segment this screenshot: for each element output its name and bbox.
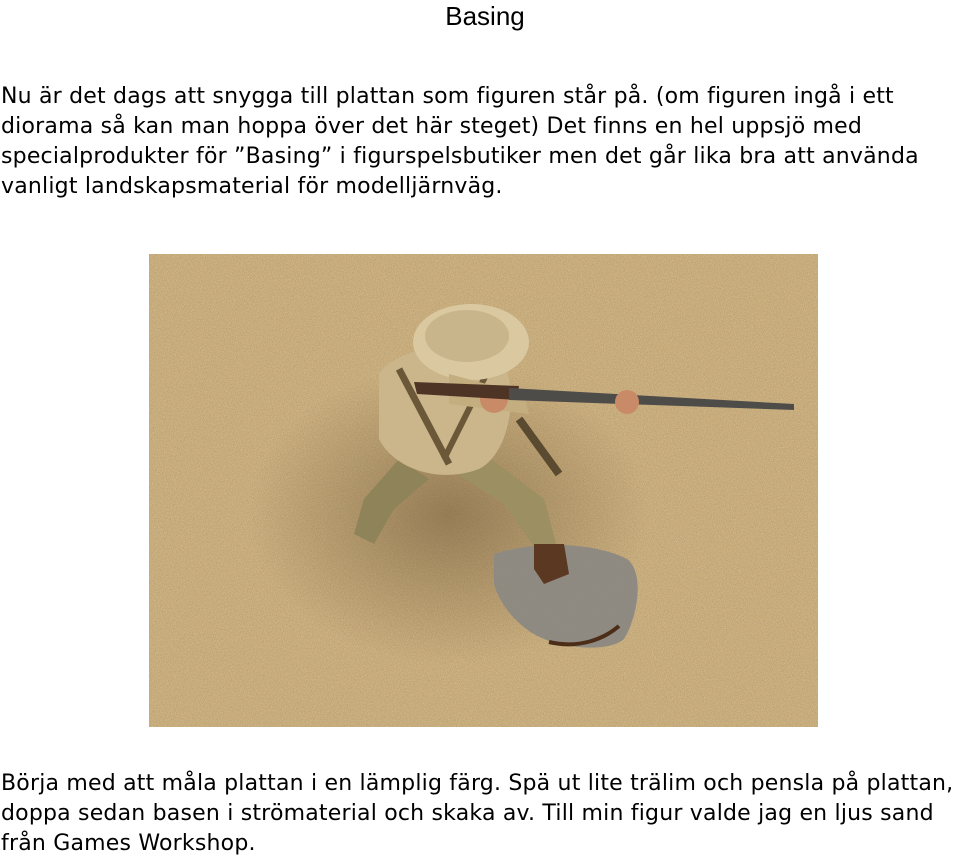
miniature-soldier-photo [149,254,818,727]
page-title: Basing [445,1,525,31]
outro-paragraph: Börja med att måla plattan i en lämplig färg. Spä ut lite trälim och pensla på plattan, doppa sedan basen i strömaterial och skaka av. Till min figur valde jag en ljus sand från Games Workshop. [1,771,954,856]
intro-paragraph: Nu är det dags att snygga till plattan som figuren står på. (om figuren ingå i ett diorama så kan man hoppa över det här steget) Det finns en hel uppsjö med specialprodukter för ”Basing” i figurspelsbutiker men det går lika bra att använda vanligt landskapsmaterial för modelljärnväg. [1,84,919,199]
